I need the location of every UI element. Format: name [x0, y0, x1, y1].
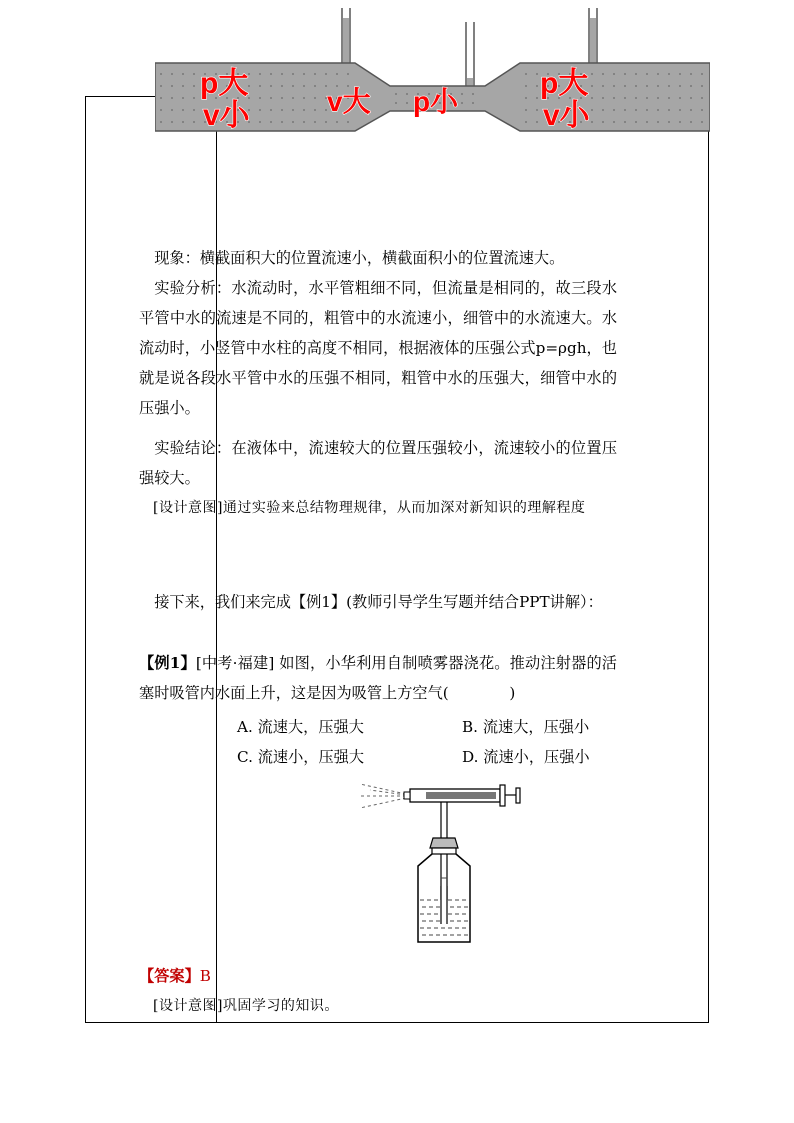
label-mid-left: v大 — [327, 86, 371, 117]
label-left-bottom: v小 — [203, 99, 250, 132]
table-left-column — [86, 97, 217, 1022]
label-mid-right: p小 — [413, 86, 459, 117]
option-a: A. 流速大，压强大 — [237, 718, 364, 736]
design-intent-1: [设计意图]通过实验来总结物理规律，从而加深对新知识的理解程度 — [153, 500, 586, 516]
venturi-tube-figure — [155, 8, 710, 133]
option-b: B. 流速大，压强小 — [462, 718, 590, 736]
answer-line — [139, 961, 617, 991]
next-intro-text: 接下来，我们来完成【例1】(教师引导学生写题并结合PPT讲解）： — [154, 593, 603, 611]
label-left-top: p大 — [200, 67, 249, 100]
design-intent-2: [设计意图]巩固学习的知识。 — [153, 998, 339, 1014]
label-right-bottom: v小 — [543, 99, 590, 132]
example-body: [中考·福建] 如图，小华利用自制喷雾器浇花。推动注射器的活塞时吸管内水面上升，这是因为吸管上方空气( ) — [139, 654, 617, 702]
sprayer-figure — [318, 688, 528, 948]
analysis-text: 实验分析：水流动时，水平管粗细不同，但流量是相同的，故三段水平管中水的流速是不同的，粗管中的水流速小，细管中的水流速大。水流动时，小竖管中水柱的高度不相同，根据液体的压强公式p=ρgh，也就是说各段水平管中水的压强不相同，粗管中水的压强大，细管中水的压强小。 — [139, 279, 617, 417]
conclusion-text: 实验结论：在液体中，流速较大的位置压强较小，流速较小的位置压强较大。 — [139, 439, 617, 487]
label-right-top: p大 — [540, 67, 589, 100]
phenomenon-text: 现象：横截面积大的位置流速小，横截面积小的位置流速大。 — [154, 249, 565, 267]
option-d: D. 流速小，压强小 — [462, 748, 590, 766]
answer-label: 【答案】 — [139, 967, 200, 985]
answer-value: B — [199, 967, 211, 985]
example-prefix: 【例1】 — [139, 654, 196, 672]
option-c: C. 流速小，压强大 — [237, 748, 365, 766]
